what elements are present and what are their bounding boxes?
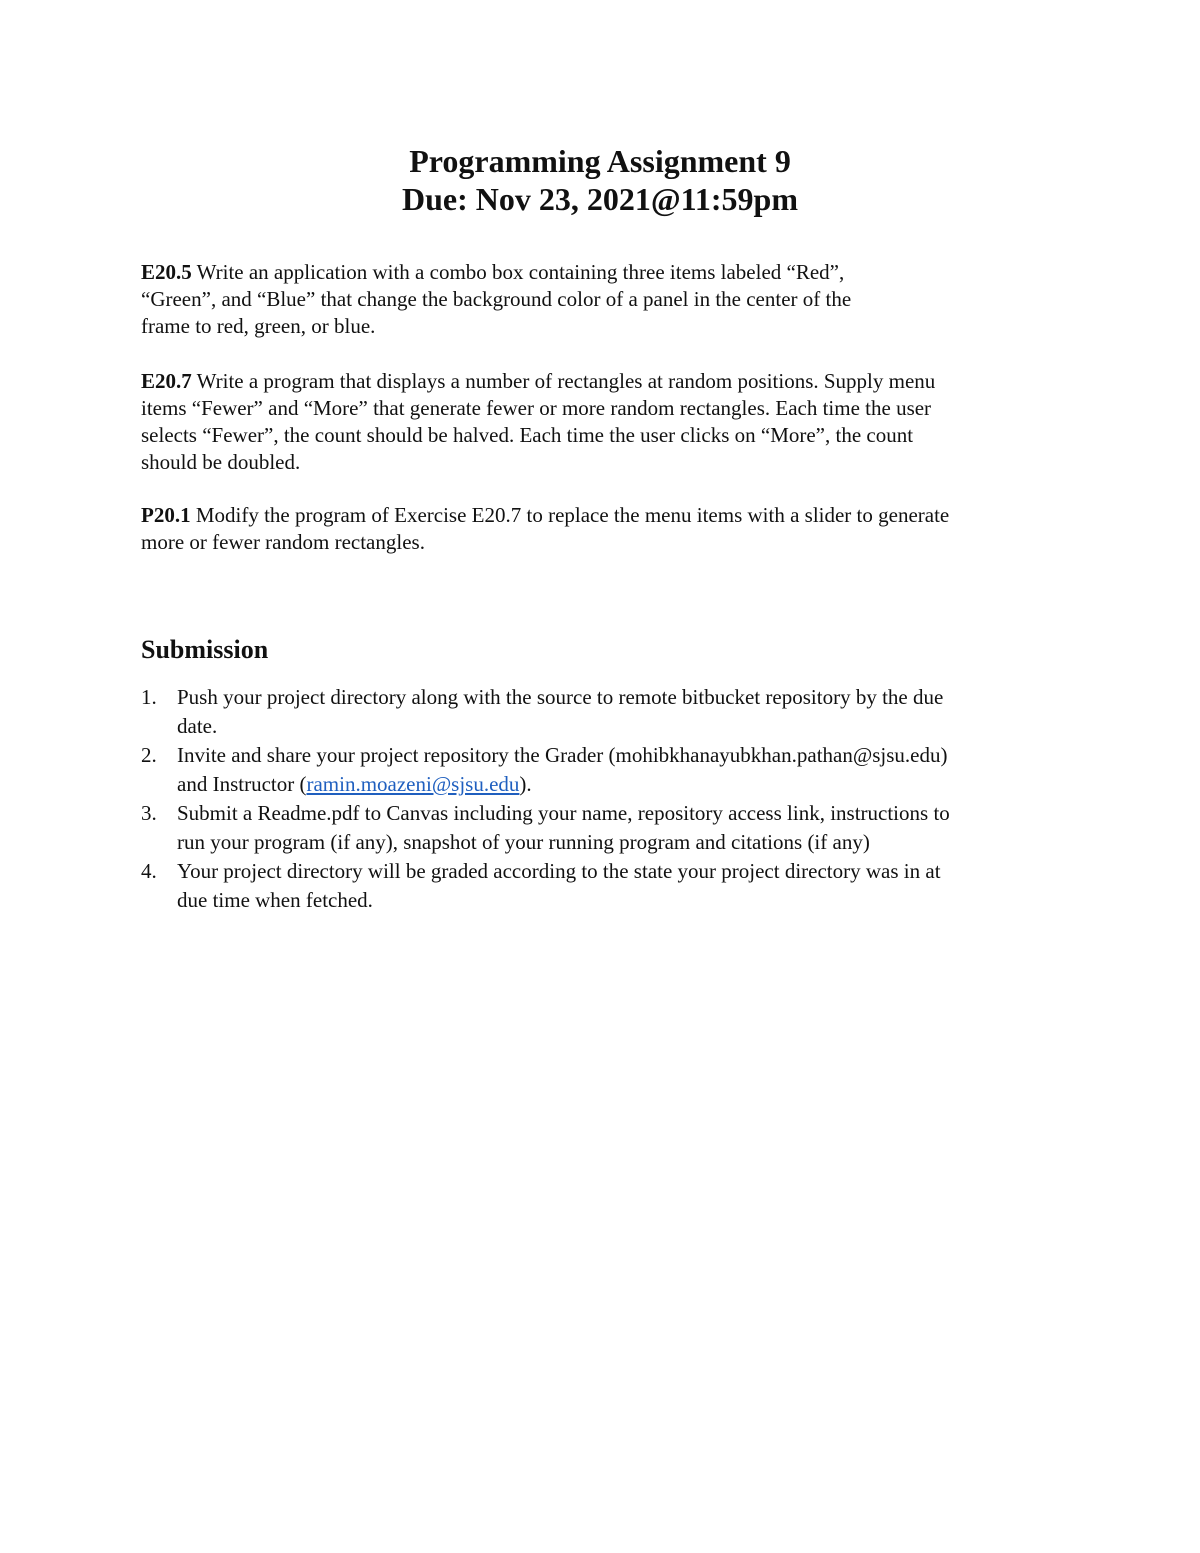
exercise-text: Write an application with a combo box containing three items labeled “Red”,	[191, 260, 845, 284]
due-date: Due: Nov 23, 2021@11:59pm	[402, 181, 798, 217]
exercise-line	[141, 259, 1061, 286]
exercise-line	[141, 368, 1061, 395]
submission-heading: Submission	[141, 635, 269, 664]
exercise-p20-1	[141, 502, 1061, 556]
exercise-line: more or fewer random rectangles.	[141, 530, 425, 554]
exercise-e20-7	[141, 368, 1061, 476]
instructor-email-link[interactable]: ramin.moazeni@sjsu.edu	[306, 772, 520, 796]
exercise-code: E20.5	[141, 260, 192, 284]
exercise-line	[141, 502, 1061, 529]
list-line: Your project directory will be graded according to the state your project directory was in at	[177, 859, 941, 883]
list-line	[177, 770, 1061, 799]
list-line: due time when fetched.	[177, 888, 373, 912]
exercise-line: frame to red, green, or blue.	[141, 314, 376, 338]
list-item	[141, 799, 1061, 857]
exercise-code: E20.7	[141, 369, 192, 393]
list-line: Submit a Readme.pdf to Canvas including your name, repository access link, instructions to	[177, 801, 950, 825]
list-line: Push your project directory along with the source to remote bitbucket repository by the due	[177, 685, 944, 709]
exercise-e20-5	[141, 259, 1061, 340]
list-number: 4.	[141, 859, 157, 883]
exercise-line: items “Fewer” and “More” that generate fewer or more random rectangles. Each time the user	[141, 396, 932, 420]
list-number: 3.	[141, 801, 157, 825]
document-title: Programming Assignment 9	[409, 143, 791, 179]
exercise-code: P20.1	[141, 503, 191, 527]
list-line: run your program (if any), snapshot of your running program and citations (if any)	[177, 830, 870, 854]
list-number: 2.	[141, 743, 157, 767]
exercise-line: should be doubled.	[141, 450, 301, 474]
list-item	[141, 741, 1061, 799]
list-text: ).	[519, 772, 532, 796]
list-line: Invite and share your project repository the Grader (mohibkhanayubkhan.pathan@sjsu.edu)	[177, 743, 948, 767]
exercise-line: “Green”, and “Blue” that change the background color of a panel in the center of the	[141, 287, 852, 311]
list-text: and Instructor (	[177, 772, 307, 796]
exercise-text: Write a program that displays a number of rectangles at random positions. Supply menu	[191, 369, 936, 393]
list-line: date.	[177, 714, 218, 738]
list-item	[141, 857, 1061, 915]
list-item	[141, 683, 1061, 741]
submission-list	[141, 683, 1061, 915]
exercise-text: Modify the program of Exercise E20.7 to replace the menu items with a slider to generate	[190, 503, 950, 527]
exercise-line: selects “Fewer”, the count should be halved. Each time the user clicks on “More”, the count	[141, 423, 914, 447]
list-number: 1.	[141, 685, 157, 709]
